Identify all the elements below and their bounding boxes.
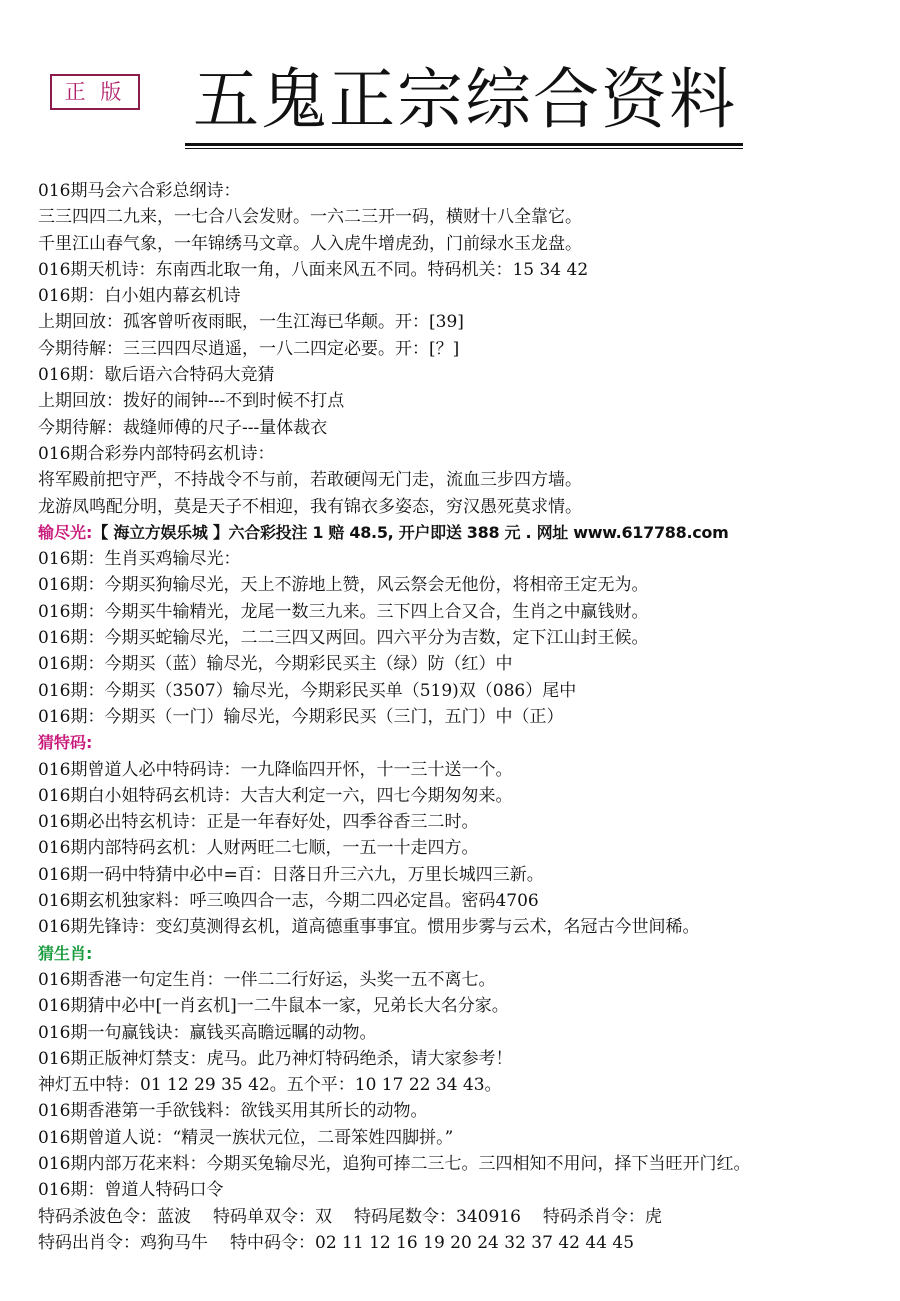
text-line: 016期：歇后语六合特码大竞猜 (38, 365, 275, 386)
orders-row (38, 1204, 898, 1230)
text-line: 016期一码中特猜中必中=百：日落日升三六九，万里长城四三新。 (38, 864, 544, 885)
text-line: 三三四四二九来，一七合八会发财。一六二三开一码，横财十八全靠它。 (38, 207, 582, 228)
text-line: 上期回放：孤客曾听夜雨眠，一生江海已华颠。开：[39] (38, 312, 464, 333)
text-line: 016期香港第一手欲钱料：欲钱买用其所长的动物。 (38, 1101, 428, 1122)
text-line: 016期马会六合彩总纲诗： (38, 181, 241, 201)
text-line: 016期曾道人必中特码诗：一九降临四开怀，十一三十送一个。 (38, 759, 513, 780)
ad-line (38, 520, 898, 546)
section-label-shuijinguang: 输尽光: (38, 522, 93, 542)
text-line: 016期玄机独家料：呼三唤四合一志，今期二四必定昌。密码4706 (38, 891, 539, 912)
section-heading-tema: 猜特码: (38, 733, 93, 753)
order-item: 特码杀波色令：蓝波 (38, 1206, 191, 1227)
title-underline (185, 143, 743, 146)
text-line: 今期待解：三三四四尽逍遥，一八二四定必要。开：[？] (38, 338, 460, 359)
text-line: 016期正版神灯禁支：虎马。此乃神灯特码绝杀，请大家参考！ (38, 1048, 513, 1069)
order-item: 特码尾数令：340916 (354, 1206, 521, 1227)
text-line: 016期：白小姐内幕玄机诗 (38, 286, 241, 307)
page-title: 五鬼正宗综合资料 (193, 61, 737, 138)
text-line: 016期先锋诗：变幻莫测得玄机，道高德重事事宜。惯用步雾与云术，名冠古今世间稀。 (38, 917, 700, 938)
text-line: 016期曾道人说：“精灵一族状元位，二哥笨姓四脚拼。” (38, 1127, 454, 1148)
edition-badge: 正 版 (50, 74, 140, 110)
text-line: 龙游凤鸣配分明，莫是天子不相迎，我有锦衣多姿态，穷汉愚死莫求情。 (38, 496, 582, 517)
document-body (38, 178, 898, 1256)
section-heading-shengxiao: 猜生肖: (38, 943, 93, 963)
text-line: 016期：今期买（一门）输尽光，今期彩民买（三门，五门）中（正） (38, 706, 564, 727)
text-line: 016期：今期买狗输尽光，天上不游地上赞，风云祭会无他份，将相帝王定无为。 (38, 575, 649, 596)
text-line: 016期：生肖买鸡输尽光： (38, 549, 241, 570)
text-line: 将军殿前把守严，不持战令不与前，若敢硬闯无门走，流血三步四方墙。 (38, 470, 582, 491)
text-line: 神灯五中特：01 12 29 35 42。五个平：10 17 22 34 43。 (38, 1075, 502, 1096)
text-line: 016期：今期买（蓝）输尽光，今期彩民买主（绿）防（红）中 (38, 654, 513, 675)
order-item: 特码杀肖令：虎 (542, 1206, 662, 1227)
text-line: 016期内部特码玄机：人财两旺二七顺，一五一十走四方。 (38, 838, 479, 859)
text-line: 上期回放：拨好的闹钟---不到时候不打点 (38, 391, 345, 412)
text-line: 016期：今期买牛输精光，龙尾一数三九来。三下四上合又合，生肖之中赢钱财。 (38, 601, 649, 622)
text-line: 016期内部万花来料：今期买兔输尽光，追狗可捧二三七。三四相知不用问，择下当旺开门红。 (38, 1153, 751, 1174)
text-line: 016期一句赢钱诀：赢钱买高瞻远瞩的动物。 (38, 1022, 377, 1043)
text-line: 016期必出特玄机诗：正是一年春好处，四季谷香三二时。 (38, 812, 479, 833)
text-line: 016期天机诗：东南西北取一角，八面来风五不同。特码机关：15 34 42 (38, 259, 589, 280)
text-line: 016期：今期买蛇输尽光，二二三四又两回。四六平分为吉数，定下江山封王候。 (38, 628, 649, 649)
text-line: 千里江山春气象，一年锦绣马文章。人入虎牛增虎劲，门前绿水玉龙盘。 (38, 233, 582, 254)
text-line: 今期待解：裁缝师傅的尺子---量体裁衣 (38, 417, 328, 438)
text-line: 016期合彩券内部特码玄机诗： (38, 443, 275, 464)
text-line: 016期白小姐特码玄机诗：大吉大利定一六，四七今期匆匆来。 (38, 785, 513, 806)
orders-row (38, 1230, 898, 1256)
text-line: 016期香港一句定生肖：一伴二二行好运，头奖一五不离七。 (38, 969, 496, 990)
order-item: 特中码令：02 11 12 16 19 20 24 32 37 42 44 45 (230, 1232, 635, 1253)
text-line: 016期：曾道人特码口令 (38, 1180, 224, 1201)
title-underline-thin (185, 148, 743, 149)
ad-text: 【 海立方娱乐城 】六合彩投注 1 赔 48.5, 开户即送 388 元 . 网址 www.617788.com (92, 522, 729, 542)
order-item: 特码出肖令：鸡狗马牛 (38, 1232, 208, 1253)
text-line: 016期：今期买（3507）输尽光，今期彩民买单（519)双（086）尾中 (38, 680, 577, 701)
text-line: 016期猜中必中[一肖玄机]一二牛鼠本一家，兄弟长大名分家。 (38, 996, 509, 1017)
order-item: 特码单双令：双 (213, 1206, 332, 1227)
